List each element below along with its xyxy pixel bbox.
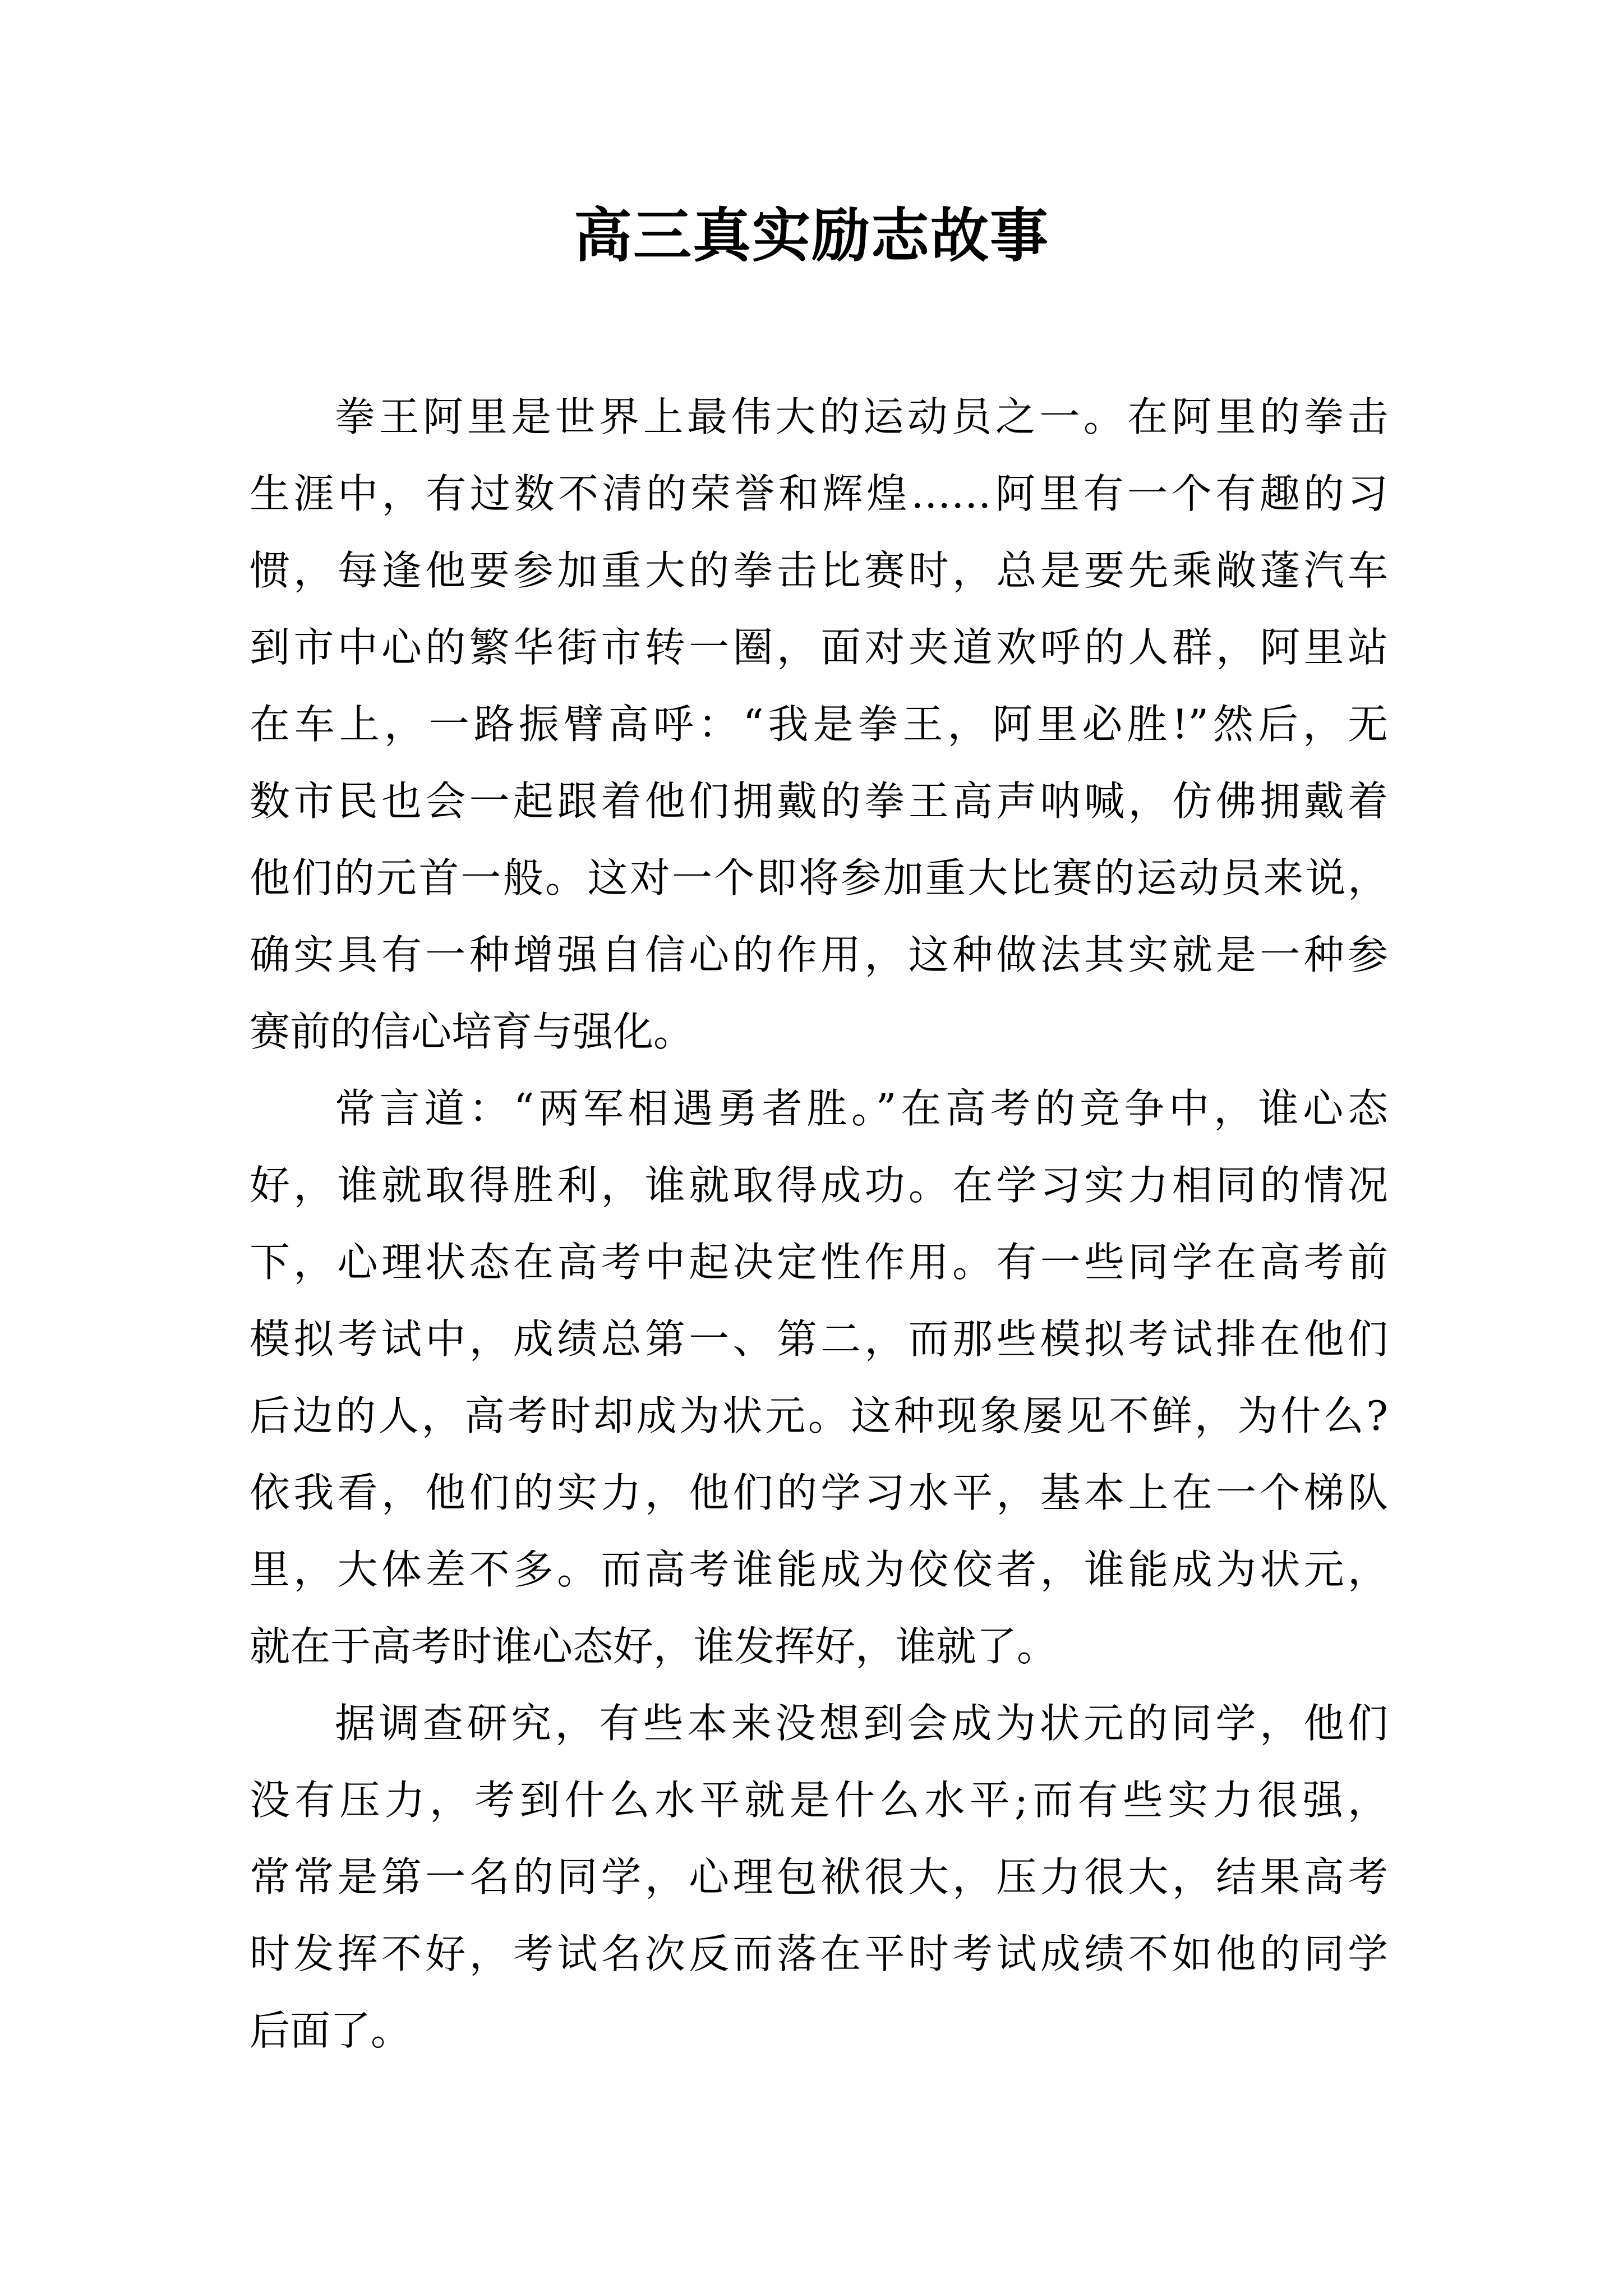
- text-line: 依我看，他们的实力，他们的学习水平，基本上在一个梯队: [250, 1469, 1388, 1516]
- text-line: 在车上，一路振臂高呼：“我是拳王，阿里必胜!”然后，无: [250, 701, 1388, 748]
- text-line: 常常是第一名的同学，心理包袱很大，压力很大，结果高考: [250, 1853, 1388, 1901]
- text-line: 生涯中，有过数不清的荣誉和辉煌……阿里有一个有趣的习: [250, 470, 1388, 517]
- text-line: 数市民也会一起跟着他们拥戴的拳王高声呐喊，仿佛拥戴着: [250, 777, 1388, 825]
- text-line: 模拟考试中，成绩总第一、第二，而那些模拟考试排在他们: [250, 1315, 1388, 1363]
- paragraph: [250, 379, 1388, 1070]
- text-line: 拳王阿里是世界上最伟大的运动员之一。在阿里的拳击: [335, 393, 1388, 440]
- text-line: 时发挥不好，考试名次反而落在平时考试成绩不如他的同学: [250, 1930, 1388, 1977]
- paragraph: [250, 1070, 1388, 1685]
- document-title: 高三真实励志故事: [573, 201, 1049, 270]
- text-line: 好，谁就取得胜利，谁就取得成功。在学习实力相同的情况: [250, 1162, 1388, 1209]
- text-line: 没有压力，考到什么水平就是什么水平;而有些实力很强，: [250, 1777, 1388, 1824]
- text-line: 确实具有一种增强自信心的作用，这种做法其实就是一种参: [250, 931, 1388, 978]
- text-line: 惯，每逢他要参加重大的拳击比赛时，总是要先乘敞蓬汽车: [250, 547, 1388, 594]
- text-line: 下，心理状态在高考中起决定性作用。有一些同学在高考前: [250, 1239, 1388, 1286]
- paragraph: [250, 1685, 1388, 2069]
- text-line: 里，大体差不多。而高考谁能成为佼佼者，谁能成为状元，: [250, 1546, 1388, 1593]
- text-line: 就在于高考时谁心态好，谁发挥好，谁就了。: [250, 1623, 1058, 1670]
- text-line: 到市中心的繁华街市转一圈，面对夹道欢呼的人群，阿里站: [250, 624, 1388, 671]
- text-line: 后边的人，高考时却成为状元。这种现象屡见不鲜，为什么?: [250, 1392, 1388, 1439]
- text-line: 据调查研究，有些本来没想到会成为状元的同学，他们: [335, 1700, 1388, 1747]
- text-line: 常言道：“两军相遇勇者胜。”在高考的竞争中，谁心态: [335, 1085, 1388, 1132]
- text-line: 他们的元首一般。这对一个即将参加重大比赛的运动员来说，: [250, 854, 1388, 901]
- text-line: 后面了。: [250, 2007, 412, 2054]
- text-line: 赛前的信心培育与强化。: [250, 1008, 694, 1055]
- document-body: [250, 379, 1388, 2069]
